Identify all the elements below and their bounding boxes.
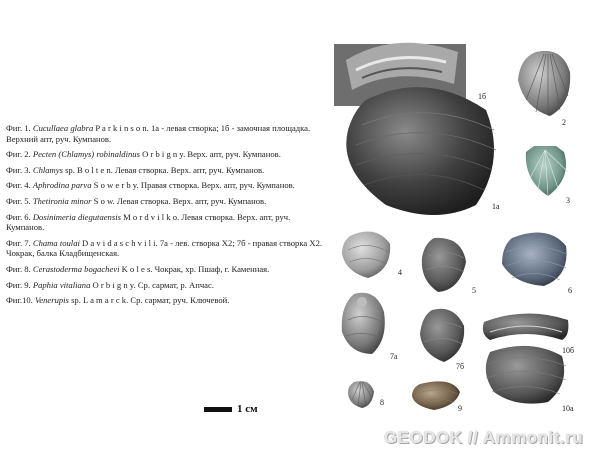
taxon-author: O r b i g n y. xyxy=(92,279,136,290)
caption-block xyxy=(6,123,324,311)
specimen-10a xyxy=(486,346,566,404)
specimen-1a xyxy=(346,87,496,215)
caption-description: Левая створка. Верх. апт, руч. Кумпанов. xyxy=(116,195,267,206)
taxon-author: sp. L a m a r c k. xyxy=(71,295,129,306)
caption-description: 7а - лев. створка X2; 7б - правая створка X2. Чокрак, балка Кладбищенская. xyxy=(6,237,323,259)
caption-fig-4: Фиг. 4. Aphrodina parva S o w e r b y. Правая створка. Верх. апт, руч. Кумпанов. xyxy=(6,180,295,191)
label-fig-5: 5 xyxy=(472,286,476,295)
caption-fig-3: Фиг. 3. Chlamys sp. B o l t e n. Левая створка. Верх. апт, руч. Кумпанов. xyxy=(6,164,265,175)
caption-description: Верх. апт, руч. Кумпанов. xyxy=(187,149,281,160)
caption-description: Левая створка. Верх. апт, руч. Кумпанов. xyxy=(114,164,265,175)
watermark: GEODOK // Ammonit.ru xyxy=(384,428,584,447)
specimen-10b xyxy=(483,313,569,340)
caption-description: 1а - левая створка; 1б - замочная площадка. Верхний апт, руч. Кумпанов. xyxy=(6,123,311,144)
caption-fig-9: Фиг. 9. Paphia vitaliana O r b i g n y. Ср. сармат, р. Апчас. xyxy=(6,279,214,290)
label-fig-2: 2 xyxy=(562,118,566,127)
specimen-5 xyxy=(422,238,466,292)
taxon-name: Venerupis xyxy=(35,295,69,306)
taxon-name: Chlamys xyxy=(32,164,63,175)
specimen-8 xyxy=(348,381,374,408)
taxon-author: S o w. xyxy=(93,195,115,206)
taxon-name: Paphia vitaliana xyxy=(32,279,91,290)
taxon-name: Cucullaea glabra xyxy=(32,123,94,133)
taxon-author: P a r k i n s o n. xyxy=(95,123,149,133)
caption-fig-7: Фиг. 7. Chama toulai D a v i d a s c h v i l i. 7а - лев. створка X2; 7б - правая створка X2. Чокрак, балка Кладбищенская. xyxy=(6,237,323,259)
caption-fig-10: Фиг.10. Venerupis sp. L a m a r c k. Ср. сармат, руч. Ключевой. xyxy=(6,295,230,306)
scale-bar xyxy=(204,403,258,415)
label-fig-10b: 10б xyxy=(562,346,575,355)
taxon-name: Chama toulai xyxy=(32,237,80,248)
caption-fig-1: Фиг. 1. Cucullaea glabra P a r k i n s o n. 1а - левая створка; 1б - замочная площадка. Верхний апт, руч. Кумпанов. xyxy=(6,123,311,144)
scale-bar-label: 1 см xyxy=(237,403,258,415)
caption-fig-8: Фиг. 8. Cerastoderma bogachevi K o l e s. Чокрак, хр. Пшаф, г. Каменная. xyxy=(6,263,270,274)
taxon-name: Thetironia minor xyxy=(32,195,92,206)
fossil-plate-graphics xyxy=(326,0,600,464)
specimen-7b xyxy=(420,309,464,362)
taxon-author: M o r d v i l k o. xyxy=(123,211,180,222)
specimen-3 xyxy=(526,146,568,196)
label-fig-9: 9 xyxy=(458,404,462,413)
taxon-author: D a v i d a s c h v i l i. xyxy=(82,237,158,248)
taxon-name: Dosinimeria diegutaensis xyxy=(32,211,121,222)
taxon-author: O r b i g n y. xyxy=(142,149,186,160)
label-fig-6: 6 xyxy=(568,286,572,295)
label-fig-10a: 10а xyxy=(562,404,574,413)
label-fig-4: 4 xyxy=(398,268,402,277)
fossil-plate xyxy=(326,0,600,464)
taxon-author: S o w e r b y. xyxy=(93,180,139,191)
label-fig-8: 8 xyxy=(380,398,384,407)
label-fig-1a: 1а xyxy=(492,202,500,211)
caption-fig-2: Фиг. 2. Pecten (Chlamys) robinaldinus O r b i g n y. Верх. апт, руч. Кумпанов. xyxy=(6,149,281,160)
caption-description: Ср. сармат, р. Апчас. xyxy=(137,279,214,290)
specimen-2 xyxy=(518,51,570,116)
label-fig-7a: 7а xyxy=(390,352,398,361)
specimen-9 xyxy=(412,381,460,410)
specimen-6 xyxy=(502,233,567,286)
caption-fig-6: Фиг. 6. Dosinimeria diegutaensis M o r d v i l k o. Левая створка. Верх. апт, руч. Кумпанов. xyxy=(6,211,291,233)
label-fig-3: 3 xyxy=(566,196,570,205)
taxon-name: Cerastoderma bogachevi xyxy=(32,263,120,274)
scale-bar-line xyxy=(204,407,232,412)
specimen-7a xyxy=(342,293,385,354)
label-fig-1b: 1б xyxy=(478,92,487,101)
label-fig-7b: 7б xyxy=(456,362,465,371)
taxon-name: Pecten (Chlamys) robinaldinus xyxy=(32,149,140,160)
caption-description: Правая створка. Верх. апт, руч. Кумпанов. xyxy=(140,180,295,191)
caption-description: Ср. сармат, руч. Ключевой. xyxy=(130,295,230,306)
taxon-author: K o l e s. xyxy=(121,263,153,274)
caption-fig-5: Фиг. 5. Thetironia minor S o w. Левая створка. Верх. апт, руч. Кумпанов. xyxy=(6,195,267,206)
taxon-name: Aphrodina parva xyxy=(32,180,92,191)
caption-description: Левая створка. Верх. апт, руч. Кумпанов. xyxy=(6,211,291,233)
taxon-author: sp. B o l t e n. xyxy=(65,164,113,175)
specimen-4 xyxy=(342,232,390,279)
caption-description: Чокрак, хр. Пшаф, г. Каменная. xyxy=(154,263,270,274)
